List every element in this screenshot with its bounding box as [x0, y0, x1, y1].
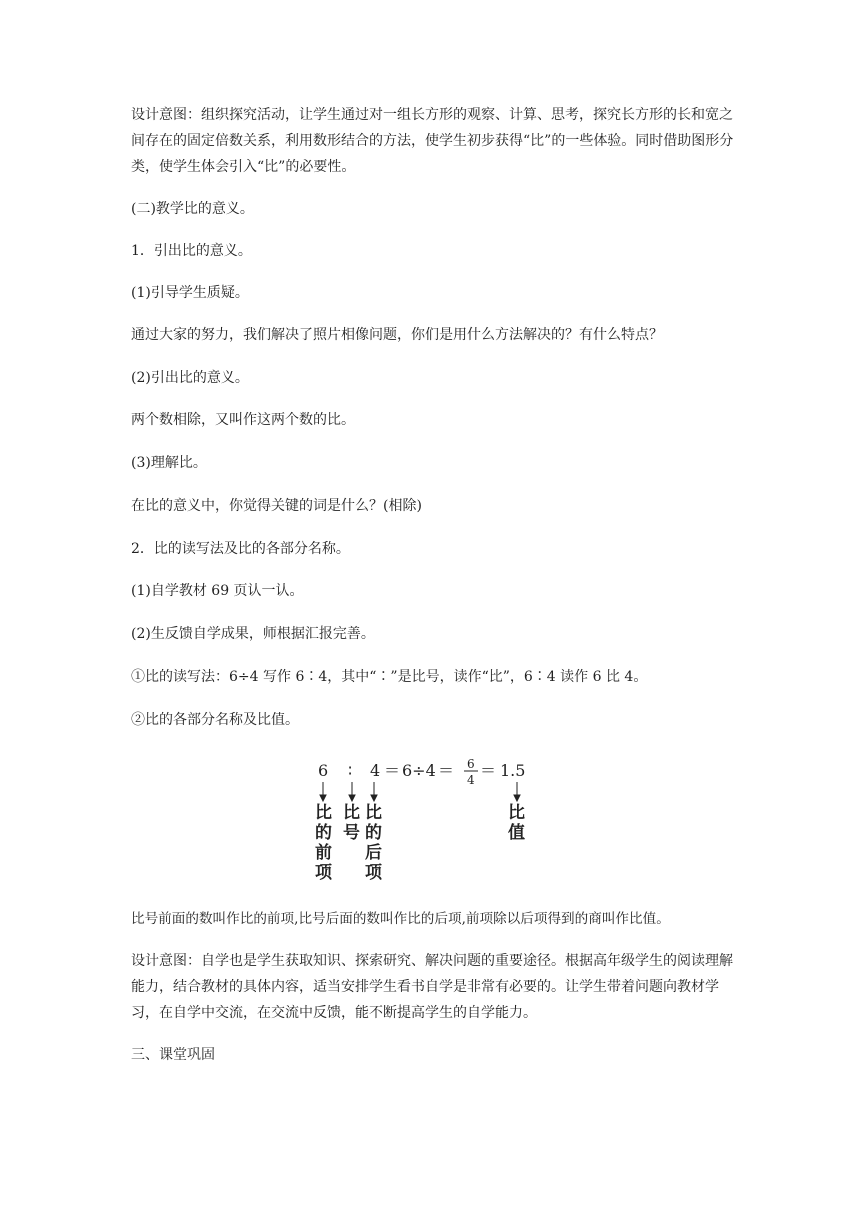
term-back-number: 4	[370, 761, 381, 780]
svg-text:号: 号	[343, 823, 360, 843]
svg-text:的: 的	[365, 823, 382, 843]
subitem-2-1: (1)自学教材 69 页认一认。	[131, 583, 304, 599]
term-front-number: 6	[318, 761, 329, 780]
subitem-1-2-text: 两个数相除，又叫作这两个数的比。	[131, 412, 355, 428]
svg-text:比: 比	[315, 803, 332, 823]
subitem-2-2: (2)生反馈自学成果，师根据汇报完善。	[131, 626, 375, 642]
label-colon	[343, 802, 360, 843]
subitem-1-3: (3)理解比。	[131, 455, 207, 471]
subitem-1-1: (1)引导学生质疑。	[131, 285, 249, 301]
design-intent-paragraph-1: 设计意图：组织探究活动，让学生通过对一组长方形的观察、计算、思考，探究长方形的长和宽之间存在的固定倍数关系，利用数形结合的方法，使学生初步获得“比”的一些体验。同时借助图形分类，使学生体会引入“比”的必要性。	[131, 107, 734, 175]
fraction-denominator: 4	[467, 773, 475, 787]
svg-text:的: 的	[315, 823, 332, 843]
arrow-value-head	[514, 795, 520, 801]
equals-sign-2: ＝	[438, 761, 455, 780]
subitem-1-1-text: 通过大家的努力，我们解决了照片相像问题，你们是用什么方法解决的？有什么特点？	[131, 327, 663, 343]
svg-text:前: 前	[315, 843, 332, 863]
arrow-colon-head	[349, 795, 355, 801]
division-expression: 6÷4	[402, 761, 436, 780]
svg-text:项: 项	[365, 863, 382, 883]
design-intent-paragraph-2: 设计意图：自学也是学生获取知识、探索研究、解决问题的重要途径。根据高年级学生的阅读理解能力，结合教材的具体内容，适当安排学生看书自学是非常有必要的。让学生带着问题向教材学习，在自学中交流，在交流中反馈，能不断提高学生的自学能力。	[131, 953, 733, 1021]
item-heading-1: 1．引出比的意义。	[131, 243, 252, 259]
subitem-1-2: (2)引出比的意义。	[131, 370, 249, 386]
section-heading-3: 三、课堂巩固	[131, 1047, 215, 1063]
fraction-numerator: 6	[467, 757, 475, 771]
colon-symbol: ∶	[348, 761, 353, 780]
label-back-term	[365, 802, 383, 883]
label-front-term	[315, 802, 333, 883]
arrow-back-head	[371, 795, 377, 801]
arrow-front-head	[320, 795, 326, 801]
definition-paragraph: 比号前面的数叫作比的前项,比号后面的数叫作比的后项,前项除以后项得到的商叫作比值。	[131, 911, 670, 927]
svg-text:比: 比	[343, 803, 360, 823]
circle-item-2: ②比的各部分名称及比值。	[131, 712, 299, 728]
ratio-value-number: 1.5	[500, 761, 526, 780]
svg-text:后: 后	[365, 843, 382, 863]
section-heading-2: (二)教学比的意义。	[131, 201, 254, 217]
svg-text:项: 项	[315, 863, 332, 883]
label-ratio-value	[508, 802, 525, 843]
svg-text:比: 比	[508, 803, 525, 823]
item-heading-2: 2．比的读写法及比的各部分名称。	[131, 541, 350, 557]
circle-item-1: ①比的读写法：6÷4 写作 6∶4，其中“∶”是比号，读作“比”，6∶4 读作 6 比 4。	[131, 669, 648, 685]
equals-sign-1: ＝	[384, 761, 401, 780]
svg-text:值: 值	[508, 823, 525, 843]
subitem-1-3-text: 在比的意义中，你觉得关键的词是什么？(相除)	[131, 498, 422, 514]
ratio-parts-diagram	[314, 756, 534, 886]
svg-text:比: 比	[365, 803, 382, 823]
equals-sign-3: ＝	[480, 761, 497, 780]
